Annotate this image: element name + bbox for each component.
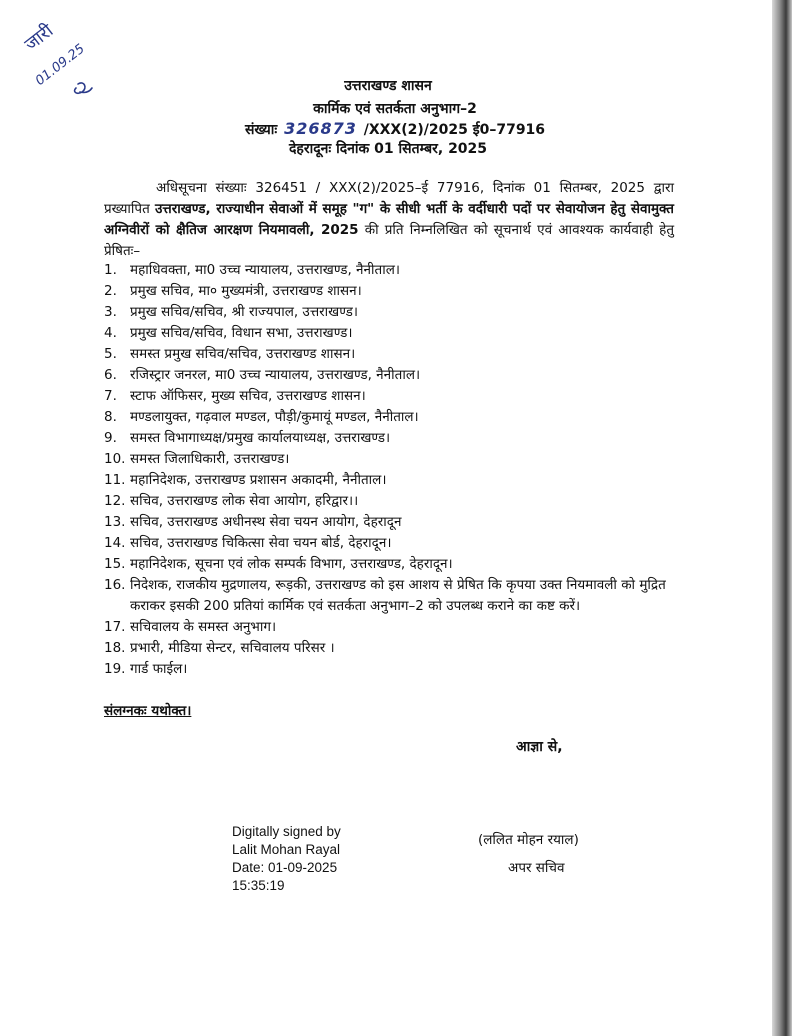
list-item	[104, 407, 684, 428]
paragraph-start: अधिसूचना संख्याः 326451 / XXX(2)/2025–ई 77916, दिनांक 01 सितम्बर, 2025 द्वारा प्रख्यापित	[104, 180, 674, 217]
digital-signature-block	[232, 823, 341, 895]
list-item	[104, 554, 684, 575]
number-rest: /XXX(2)/2025 ई0–77916	[363, 122, 546, 138]
list-item-text: समस्त जिलाधिकारी, उत्तराखण्ड।	[130, 451, 290, 467]
list-item-text: महानिदेशक, उत्तराखण्ड प्रशासन अकादमी, नैनीताल।	[130, 472, 387, 488]
list-item-text: समस्त विभागाध्यक्ष/प्रमुख कार्यालयाध्यक्ष, उत्तराखण्ड।	[130, 430, 391, 446]
list-item-text: सचिवालय के समस्त अनुभाग।	[130, 619, 277, 635]
list-item-text: प्रमुख सचिव, मा० मुख्यमंत्री, उत्तराखण्ड शासन।	[130, 283, 362, 299]
handwritten-note: जारी	[20, 20, 58, 56]
list-item-text: स्टाफ ऑफिसर, मुख्य सचिव, उत्तराखण्ड शासन।	[130, 388, 366, 404]
list-item-text: सचिव, उत्तराखण्ड लोक सेवा आयोग, हरिद्वार।।	[130, 493, 359, 509]
handwritten-number: 326873	[284, 119, 357, 138]
number-label: संख्याः	[244, 122, 278, 138]
attachment-line: संलग्नकः यथोक्त।	[104, 703, 192, 719]
list-item-text: समस्त प्रमुख सचिव/सचिव, उत्तराखण्ड शासन।	[130, 346, 356, 362]
list-item-number: 14.	[104, 535, 126, 551]
signature-time: 15:35:19	[232, 878, 285, 893]
list-item-number: 3.	[104, 304, 117, 320]
recipient-list	[104, 260, 684, 680]
notification-paragraph	[104, 178, 674, 262]
list-item-number: 12.	[104, 493, 126, 509]
list-item	[104, 617, 684, 638]
list-item-number: 10.	[104, 451, 126, 467]
signature-date: Date: 01-09-2025	[232, 860, 338, 875]
list-item	[104, 533, 684, 554]
list-item	[104, 470, 684, 491]
list-item	[104, 386, 684, 407]
order-line: आज्ञा से,	[516, 739, 563, 755]
list-item	[104, 449, 684, 470]
list-item-text: महाधिवक्ता, मा0 उच्च न्यायालय, उत्तराखण्ड, नैनीताल।	[130, 262, 401, 278]
list-item-number: 17.	[104, 619, 126, 635]
list-item	[104, 659, 684, 680]
list-item-number: 5.	[104, 346, 117, 362]
list-item-text: सचिव, उत्तराखण्ड चिकित्सा सेवा चयन बोर्ड, देहरादून।	[130, 535, 392, 551]
reference-number	[245, 119, 545, 139]
list-item-text: प्रमुख सचिव/सचिव, विधान सभा, उत्तराखण्ड।	[130, 325, 353, 341]
handwritten-note-drawing	[18, 14, 108, 104]
list-item-text: मण्डलायुक्त, गढ़वाल मण्डल, पौड़ी/कुमायूं मण्डल, नैनीताल।	[130, 409, 419, 425]
list-item-text: रजिस्ट्रार जनरल, मा0 उच्च न्यायालय, उत्तराखण्ड, नैनीताल।	[130, 367, 421, 383]
list-item-number: 2.	[104, 283, 117, 299]
list-item	[104, 281, 684, 302]
list-item-number: 13.	[104, 514, 126, 530]
officer-designation: अपर सचिव	[508, 860, 565, 876]
signature-line: Digitally signed by	[232, 824, 341, 839]
list-item	[104, 302, 684, 323]
list-item-number: 1.	[104, 262, 117, 278]
list-item-text: महानिदेशक, सूचना एवं लोक सम्पर्क विभाग, उत्तराखण्ड, देहरादून।	[130, 556, 453, 572]
list-item-number: 19.	[104, 661, 126, 677]
officer-name: (ललित मोहन रयाल)	[478, 832, 579, 848]
list-item-text: गार्ड फाईल।	[130, 661, 188, 677]
date-line: देहरादूनः दिनांक 01 सितम्बर, 2025	[288, 141, 488, 157]
paragraph-end: की प्रति निम्नलिखित को सूचनार्थ एवं आवश्यक कार्यवाही हेतु प्रेषितः–	[104, 222, 675, 259]
signer-name: Lalit Mohan Rayal	[232, 842, 341, 857]
handwritten-annotation	[18, 14, 108, 104]
list-item-number: 6.	[104, 367, 117, 383]
list-item	[104, 260, 684, 281]
list-item	[104, 428, 684, 449]
list-item-text: प्रभारी, मीडिया सेन्टर, सचिवालय परिसर ।	[130, 640, 335, 656]
list-item	[104, 491, 684, 512]
list-item	[104, 638, 684, 659]
list-item-number: 4.	[104, 325, 117, 341]
government-title: उत्तराखण्ड शासन	[344, 78, 432, 94]
list-item-number: 7.	[104, 388, 117, 404]
list-item-number: 8.	[104, 409, 117, 425]
list-item	[104, 512, 684, 533]
page-edge-shadow	[772, 0, 792, 1036]
list-item-number: 15.	[104, 556, 126, 572]
handwritten-date: 01.09.25	[32, 41, 88, 89]
list-item	[104, 365, 684, 386]
list-item	[104, 344, 684, 365]
list-item	[104, 323, 684, 344]
list-item-text: निदेशक, राजकीय मुद्रणालय, रूड़की, उत्तराखण्ड को इस आशय से प्रेषित कि कृपया उक्त नियमावली को मुद्रित कराकर इसकी 200 प्रतियां कार्मिक एवं सतर्कता अनुभाग–2 को उपलब्ध कराने का कष्ट करें।	[130, 577, 666, 614]
list-item-number: 11.	[104, 472, 126, 488]
list-item	[104, 575, 684, 617]
paragraph-rule-title: उत्तराखण्ड, राज्याधीन सेवाओं में समूह "ग" के सीधी भर्ती के वर्दीधारी पदों पर सेवायोजन हेतु सेवामुक्त अग्निवीरों को क्षैतिज आरक्षण नियमावली, 2025	[104, 201, 674, 238]
list-item-number: 9.	[104, 430, 117, 446]
list-item-number: 18.	[104, 640, 126, 656]
department-title: कार्मिक एवं सतर्कता अनुभाग–2	[313, 101, 477, 117]
list-item-text: प्रमुख सचिव/सचिव, श्री राज्यपाल, उत्तराखण्ड।	[130, 304, 358, 320]
list-item-text: सचिव, उत्तराखण्ड अधीनस्थ सेवा चयन आयोग, देहरादून	[130, 514, 402, 530]
list-item-number: 16.	[104, 577, 126, 593]
